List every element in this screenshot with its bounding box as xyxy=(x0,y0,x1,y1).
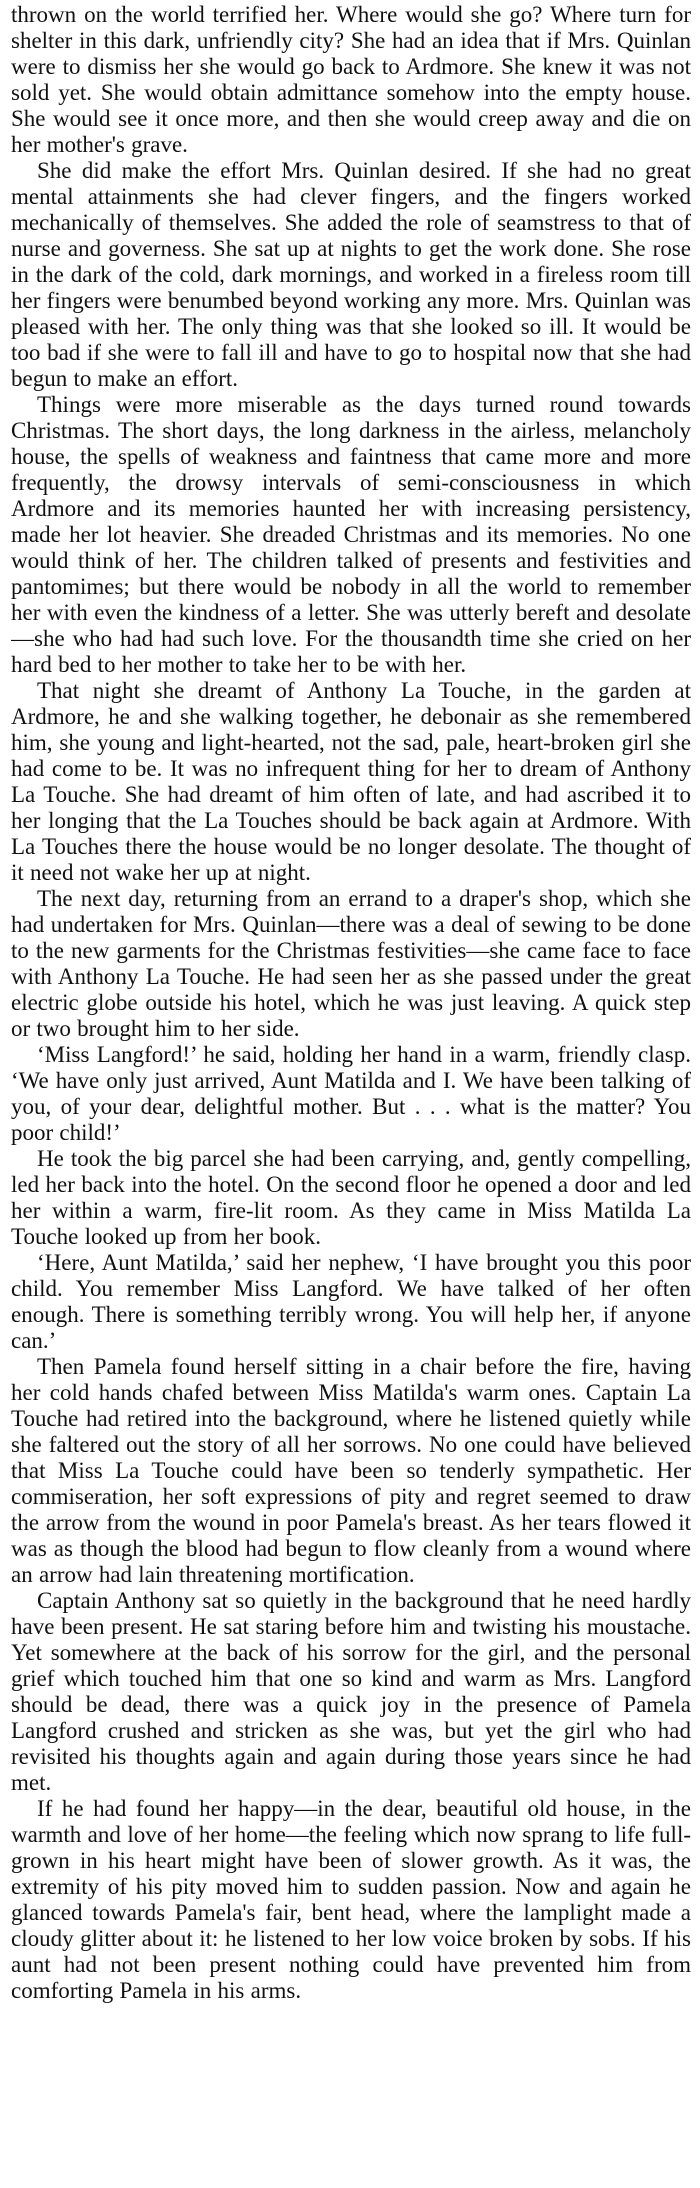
paragraph: He took the big parcel she had been carrying, and, gently compelling, led her back into the hotel. On the second floor he opened a door and led her within a warm, fire-lit room. As they came in Miss Matilda La Touche looked up from her book. xyxy=(11,1146,691,1249)
paragraph: Then Pamela found herself sitting in a chair before the fire, having her cold hands chafed between Miss Matilda's warm ones. Captain La Touche had retired into the background, where he listened quietly while she faltered out the story of all her sorrows. No one could have believed that Miss La Touche could have been so tenderly sympathetic. Her commiseration, her soft expressions of pity and regret seemed to draw the arrow from the wound in poor Pamela's breast. As her tears flowed it was as though the blood had begun to flow cleanly from a wound where an arrow had lain threatening mortification. xyxy=(11,1354,691,1587)
paragraph: Things were more miserable as the days turned round towards Christmas. The short days, the long darkness in the airless, melancholy house, the spells of weakness and faintness that came more and more frequently, the drowsy intervals of semi-consciousness in which Ardmore and its memories haunted her with increasing persistency, made her lot heavier. She dreaded Christmas and its memories. No one would think of her. The children talked of presents and festivities and pantomimes; but there would be nobody in all the world to remember her with even the kindness of a letter. She was utterly bereft and desolate—she who had had such love. For the thousandth time she cried on her hard bed to her mother to take her to be with her. xyxy=(11,392,691,677)
paragraph: ‘Miss Langford!’ he said, holding her hand in a warm, friendly clasp. ‘We have only just arrived, Aunt Matilda and I. We have been talking of you, of your dear, delightful mother. But . . . what is the matter? You poor child!’ xyxy=(11,1042,691,1145)
paragraph: If he had found her happy—in the dear, beautiful old house, in the warmth and love of her home—the feeling which now sprang to life full-grown in his heart might have been of slower growth. As it was, the extremity of his pity moved him to sudden passion. Now and again he glanced towards Pamela's fair, bent head, where the lamplight made a cloudy glitter about it: he listened to her low voice broken by sobs. If his aunt had not been present nothing could have prevented him from comforting Pamela in his arms. xyxy=(11,1796,691,2003)
paragraph: She did make the effort Mrs. Quinlan desired. If she had no great mental attainments she had clever fingers, and the fingers worked mechanically of themselves. She added the role of seamstress to that of nurse and governess. She sat up at nights to get the work done. She rose in the dark of the cold, dark mornings, and worked in a fireless room till her fingers were benumbed beyond working any more. Mrs. Quinlan was pleased with her. The only thing was that she looked so ill. It would be too bad if she were to fall ill and have to go to hospital now that she had begun to make an effort. xyxy=(11,158,691,391)
paragraph: ‘Here, Aunt Matilda,’ said her nephew, ‘I have brought you this poor child. You remember Miss Langford. We have talked of her often enough. There is something terribly wrong. You will help her, if anyone can.’ xyxy=(11,1250,691,1353)
paragraph: Captain Anthony sat so quietly in the background that he need hardly have been present. He sat staring before him and twisting his moustache. Yet somewhere at the back of his sorrow for the girl, and the personal grief which touched him that one so kind and warm as Mrs. Langford should be dead, there was a quick joy in the presence of Pamela Langford crushed and stricken as she was, but yet the girl who had revisited his thoughts again and again during those years since he had met. xyxy=(11,1588,691,1795)
paragraph-continued: thrown on the world terrified her. Where would she go? Where turn for shelter in this dark, unfriendly city? She had an idea that if Mrs. Quinlan were to dismiss her she would go back to Ardmore. She knew it was not sold yet. She would obtain admittance somehow into the empty house. She would see it once more, and then she would creep away and die on her mother's grave. xyxy=(11,2,691,157)
article-page xyxy=(11,2,691,2186)
paragraph: The next day, returning from an errand to a draper's shop, which she had undertaken for Mrs. Quinlan—there was a deal of sewing to be done to the new garments for the Christmas festivities—she came face to face with Anthony La Touche. He had seen her as she passed under the great electric globe outside his hotel, which he was just leaving. A quick step or two brought him to her side. xyxy=(11,886,691,1041)
paragraph: That night she dreamt of Anthony La Touche, in the garden at Ardmore, he and she walking together, he debonair as she remembered him, she young and light-hearted, not the sad, pale, heart-broken girl she had come to be. It was no infrequent thing for her to dream of Anthony La Touche. She had dreamt of him often of late, and had ascribed it to her longing that the La Touches should be back again at Ardmore. With La Touches there the house would be no longer desolate. The thought of it need not wake her up at night. xyxy=(11,678,691,885)
